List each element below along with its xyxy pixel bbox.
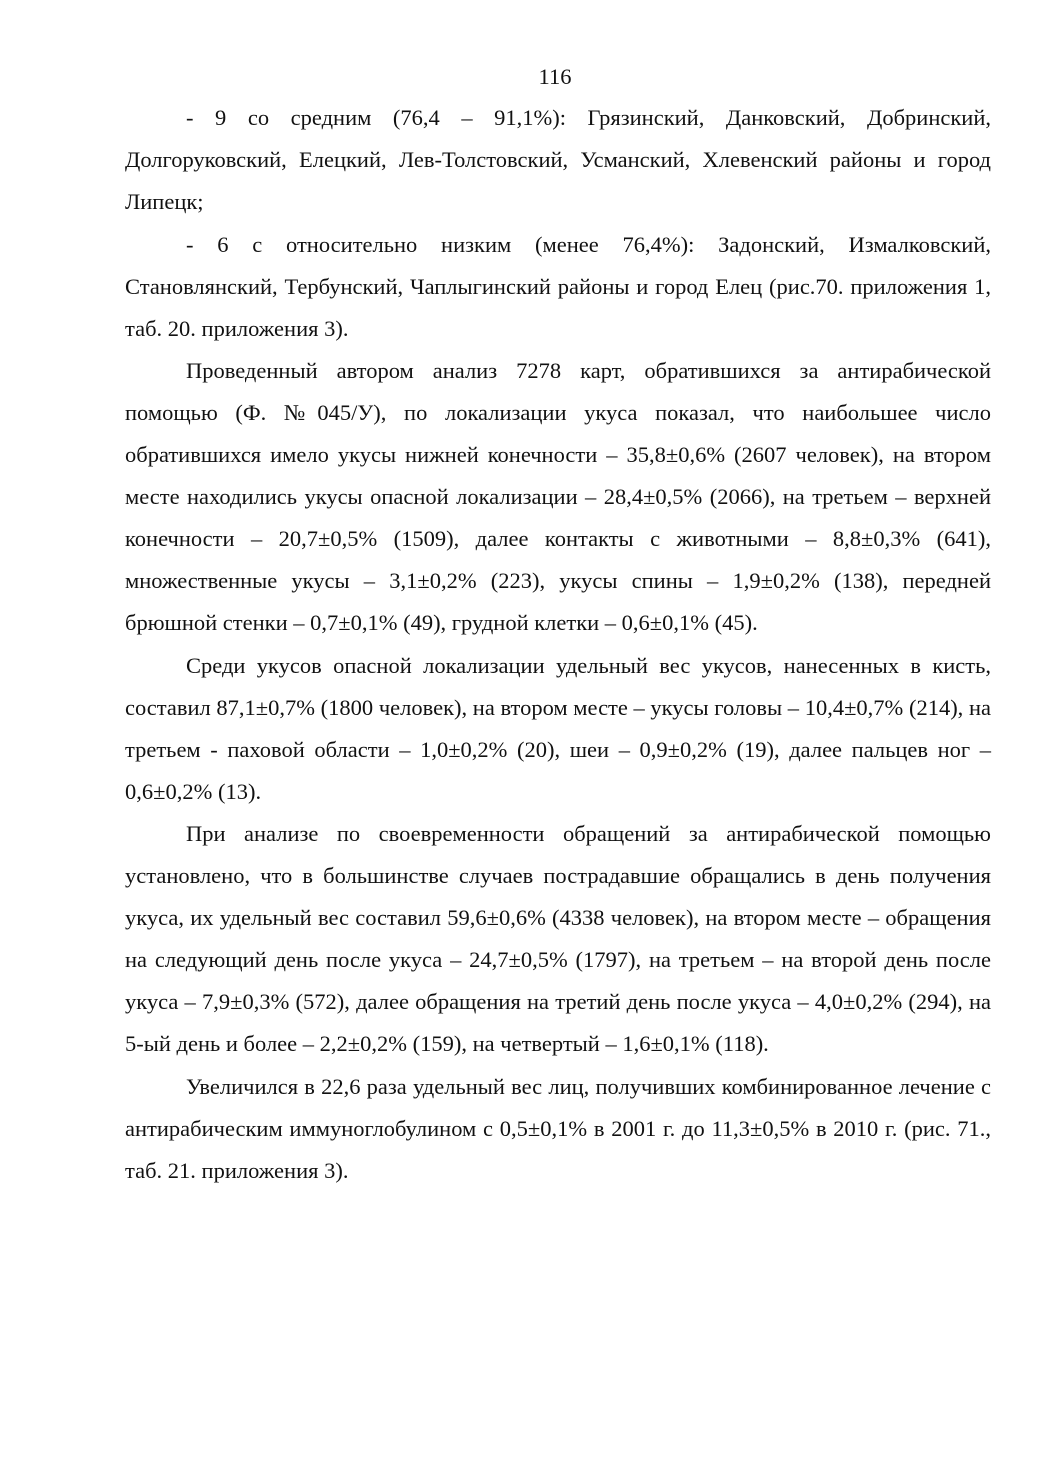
body-text — [125, 97, 991, 1193]
paragraph-bite-localization: Проведенный автором анализ 7278 карт, обратившихся за антирабической помощью (Ф. №045/У), по локализации укуса показал, что наибольшее число обратившихся имело укусы нижней конечности – 35,8±0,6% (2607 человек), на втором месте находились укусы опасной локализации – 28,4±0,5% (2066), на третьем – верхней конечности – 20,7±0,5% (1509), далее контакты с животными – 8,8±0,3% (641), множественные укусы – 3,1±0,2% (223), укусы спины – 1,9±0,2% (138), передней брюшной стенки – 0,7±0,1% (49), грудной клетки – 0,6±0,1% (45). — [125, 358, 991, 635]
page-number: 116 — [538, 64, 572, 89]
paragraph-timeliness: При анализе по своевременности обращений за антирабической помощью установлено, что в большинстве случаев пострадавшие обращались в день получения укуса, их удельный вес составил 59,6±0,6% (4338 человек), на втором месте – обращения на следующий день после укуса – 24,7±0,5% (1797), на третьем – на второй день после укуса – 7,9±0,3% (572), далее обращения на третий день после укуса – 4,0±0,2% (294), на 5-ый день и более – 2,2±0,2% (159), на четвертый – 1,6±0,1% (118). — [125, 821, 991, 1056]
paragraph-dangerous-localization: Среди укусов опасной локализации удельный вес укусов, нанесенных в кисть, составил 87,1±0,7% (1800 человек), на втором месте – укусы головы – 10,4±0,7% (214), на третьем - паховой области – 1,0±0,2% (20), шеи – 0,9±0,2% (19), далее пальцев ног – 0,6±0,2% (13). — [125, 652, 991, 804]
paragraph-combined-treatment: Увеличился в 22,6 раза удельный вес лиц, получивших комбинированное лечение с антирабическим иммуноглобулином с 0,5±0,1% в 2001 г. до 11,3±0,5% в 2010 г. (рис. 71., таб. 21. приложения 3). — [125, 1073, 991, 1183]
paragraph-regions-medium: - 9 со средним (76,4 – 91,1%): Грязинский, Данковский, Добринский, Долгоруковский, Елецкий, Лев-Толстовский, Усманский, Хлевенский районы и город Липецк; — [125, 105, 991, 214]
paragraph-regions-low: - 6 с относительно низким (менее 76,4%): Задонский, Измалковский, Становлянский, Тербунский, Чаплыгинский районы и город Елец (рис.70. приложения 1, таб. 20. приложения 3). — [125, 231, 991, 341]
